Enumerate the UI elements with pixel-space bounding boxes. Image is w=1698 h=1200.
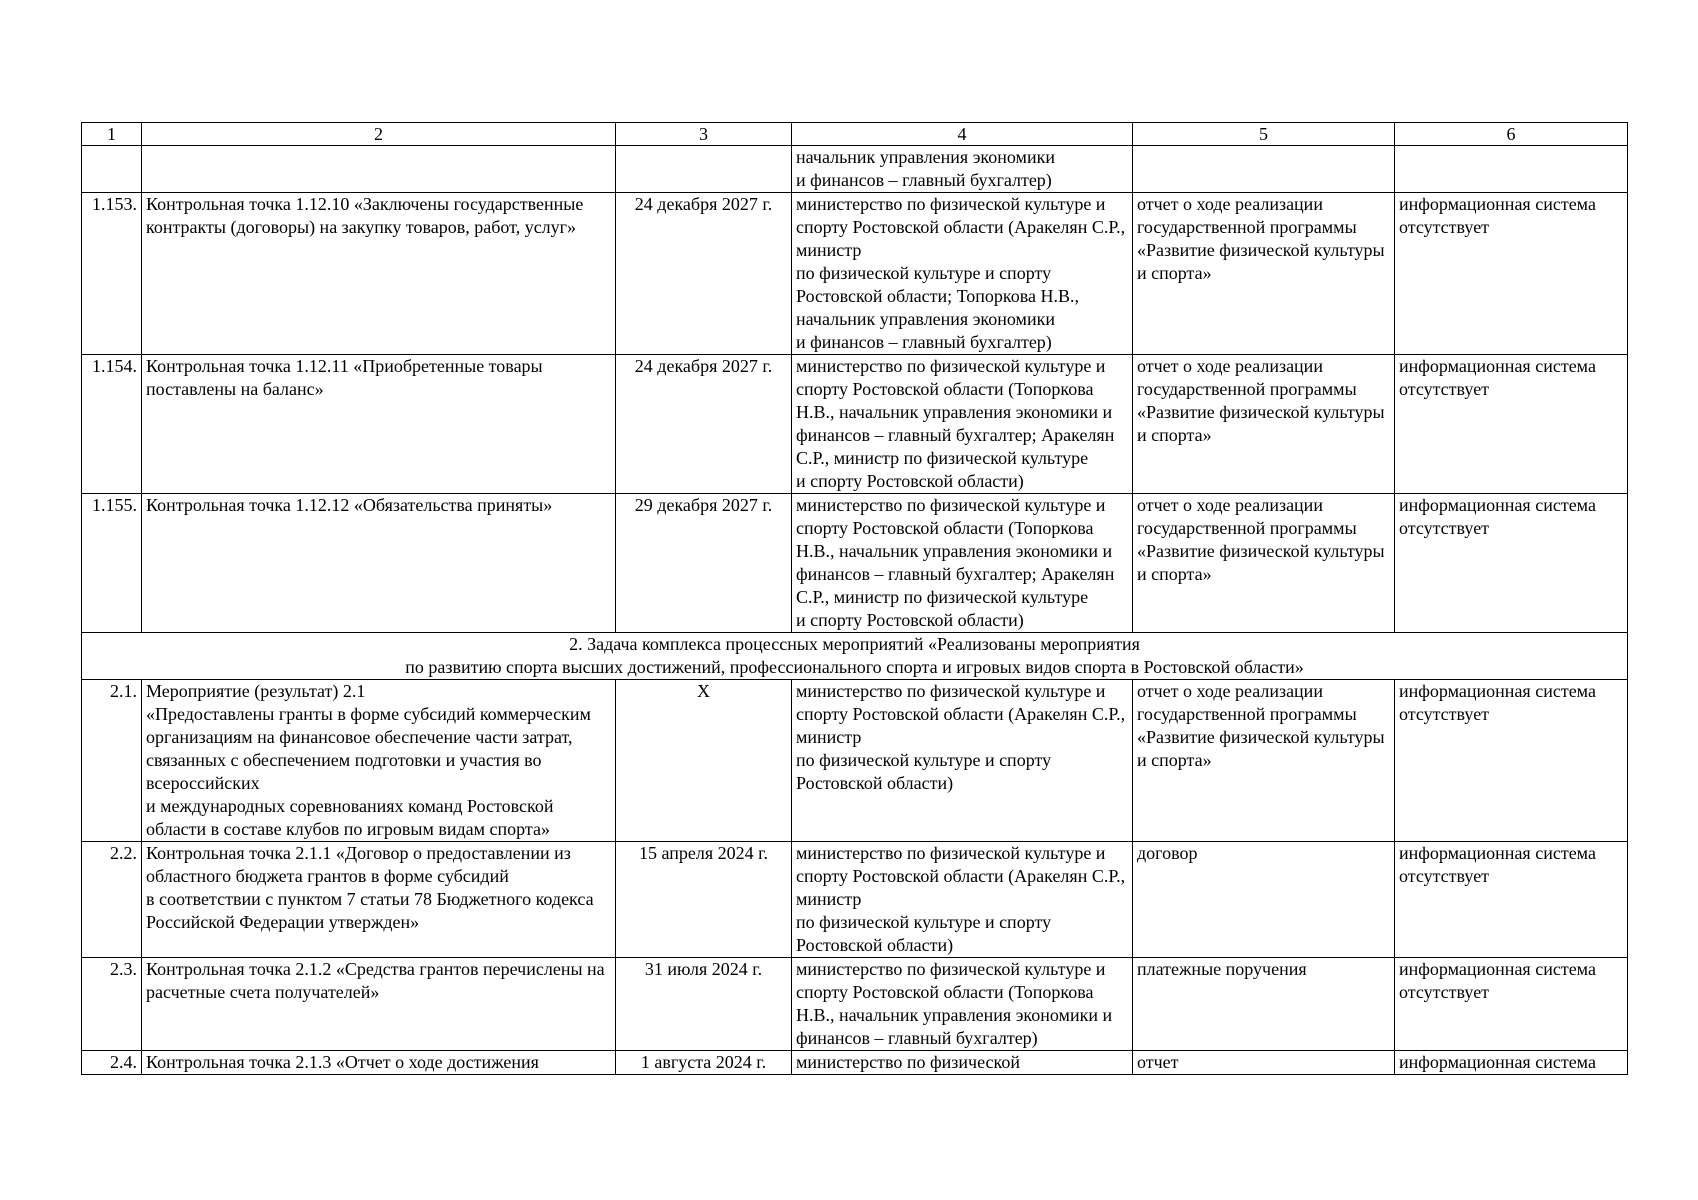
row-document: отчет о ходе реализации государственной программы «Развитие физической культуры и спорта» [1133,494,1395,633]
row-document: отчет о ходе реализации государственной программы «Развитие физической культуры и спорта» [1133,680,1395,842]
column-header: 1 [82,123,142,146]
column-header: 3 [616,123,792,146]
row-number: 1.155. [82,494,142,633]
table-row [82,146,1628,193]
table-row [82,494,1628,633]
table-row [82,193,1628,355]
row-number: 2.4. [82,1051,142,1075]
row-name [142,146,616,193]
row-info-system: информационная система отсутствует [1395,842,1628,958]
row-info-system: информационная система отсутствует [1395,355,1628,494]
row-responsible: начальник управления экономики и финансов – главный бухгалтер) [792,146,1133,193]
section-row [82,633,1628,680]
row-info-system [1395,146,1628,193]
column-header: 2 [142,123,616,146]
row-document: отчет о ходе реализации государственной программы «Развитие физической культуры и спорта» [1133,193,1395,355]
row-responsible: министерство по физической культуре и спорту Ростовской области (Топоркова Н.В., начальник управления экономики и финансов – главный бухгалтер) [792,958,1133,1051]
row-info-system: информационная система отсутствует [1395,494,1628,633]
row-document [1133,146,1395,193]
row-document: отчет [1133,1051,1395,1075]
row-date [616,146,792,193]
row-info-system: информационная система отсутствует [1395,958,1628,1051]
row-date: 29 декабря 2027 г. [616,494,792,633]
row-date: 31 июля 2024 г. [616,958,792,1051]
row-date: 1 августа 2024 г. [616,1051,792,1075]
row-responsible: министерство по физической культуре и спорту Ростовской области (Топоркова Н.В., начальник управления экономики и финансов – главный бухгалтер; Аракелян С.Р., министр по физической культуре и спорту Ростовской области) [792,355,1133,494]
table-row [82,958,1628,1051]
row-responsible: министерство по физической культуре и спорту Ростовской области (Аракелян С.Р., министр по физической культуре и спорту Ростовской области; Топоркова Н.В., начальник управления экономики и финансов – главный бухгалтер) [792,193,1133,355]
row-name: Контрольная точка 1.12.10 «Заключены государственные контракты (договоры) на закупку товаров, работ, услуг» [142,193,616,355]
row-document: договор [1133,842,1395,958]
row-responsible: министерство по физической [792,1051,1133,1075]
row-name: Контрольная точка 1.12.11 «Приобретенные товары поставлены на баланс» [142,355,616,494]
column-header: 6 [1395,123,1628,146]
row-number: 2.2. [82,842,142,958]
row-number: 1.154. [82,355,142,494]
row-info-system: информационная система отсутствует [1395,680,1628,842]
row-date: 15 апреля 2024 г. [616,842,792,958]
row-date: X [616,680,792,842]
table-row [82,355,1628,494]
row-number: 2.1. [82,680,142,842]
control-points-table [81,122,1628,1075]
column-number-row [82,123,1628,146]
row-responsible: министерство по физической культуре и спорту Ростовской области (Аракелян С.Р., министр по физической культуре и спорту Ростовской области) [792,842,1133,958]
row-number: 1.153. [82,193,142,355]
row-info-system: информационная система [1395,1051,1628,1075]
section-title: 2. Задача комплекса процессных мероприятий «Реализованы мероприятия по развитию спорта высших достижений, профессионального спорта и игровых видов спорта в Ростовской области» [82,633,1628,680]
row-info-system: информационная система отсутствует [1395,193,1628,355]
row-name: Контрольная точка 2.1.1 «Договор о предоставлении из областного бюджета грантов в форме субсидий в соответствии с пунктом 7 статьи 78 Бюджетного кодекса Российской Федерации утвержден» [142,842,616,958]
column-header: 5 [1133,123,1395,146]
row-name: Контрольная точка 2.1.2 «Средства грантов перечислены на расчетные счета получателей» [142,958,616,1051]
table-row [82,1051,1628,1075]
row-document: платежные поручения [1133,958,1395,1051]
row-date: 24 декабря 2027 г. [616,355,792,494]
row-responsible: министерство по физической культуре и спорту Ростовской области (Топоркова Н.В., начальник управления экономики и финансов – главный бухгалтер; Аракелян С.Р., министр по физической культуре и спорту Ростовской области) [792,494,1133,633]
row-name: Контрольная точка 1.12.12 «Обязательства приняты» [142,494,616,633]
row-number [82,146,142,193]
table-row [82,680,1628,842]
row-document: отчет о ходе реализации государственной программы «Развитие физической культуры и спорта» [1133,355,1395,494]
row-name: Мероприятие (результат) 2.1 «Предоставлены гранты в форме субсидий коммерческим организациям на финансовое обеспечение части затрат, связанных с обеспечением подготовки и участия во всероссийских и международных соревнованиях команд Ростовской области в составе клубов по игровым видам спорта» [142,680,616,842]
column-header: 4 [792,123,1133,146]
row-number: 2.3. [82,958,142,1051]
row-name: Контрольная точка 2.1.3 «Отчет о ходе достижения [142,1051,616,1075]
row-responsible: министерство по физической культуре и спорту Ростовской области (Аракелян С.Р., министр по физической культуре и спорту Ростовской области) [792,680,1133,842]
table-row [82,842,1628,958]
row-date: 24 декабря 2027 г. [616,193,792,355]
